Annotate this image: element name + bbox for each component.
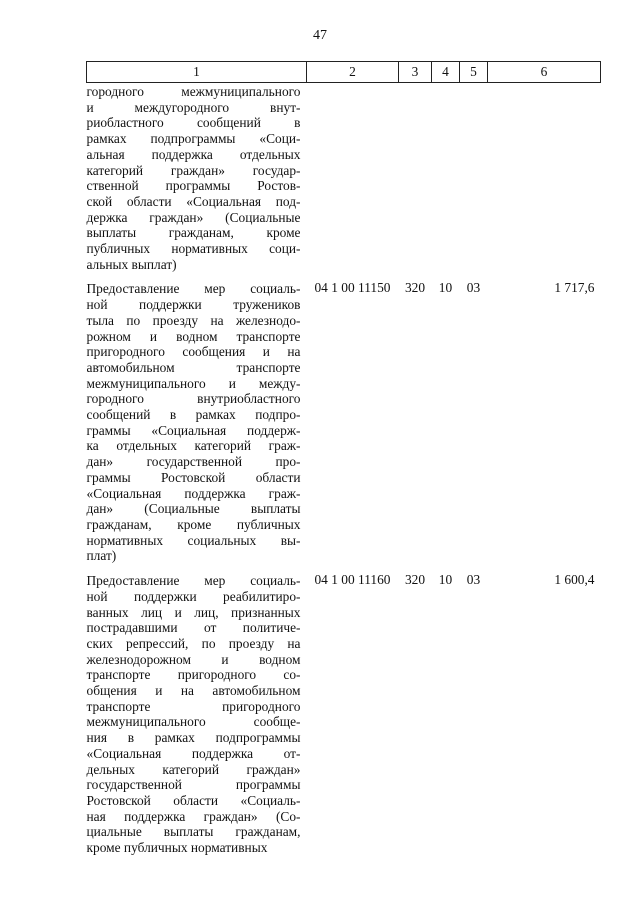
description-line: ственной программы Ростов-: [86, 178, 301, 194]
table-row: [87, 572, 601, 856]
description-line: Предоставление мер социаль-: [86, 281, 301, 297]
description-line: ка отдельных категорий граж-: [86, 438, 301, 454]
row-section: [432, 83, 460, 273]
description-line: Предоставление мер социаль-: [86, 573, 301, 589]
row-section: 10: [438, 572, 453, 588]
description-line: городного внутриобластного: [86, 391, 301, 407]
column-header-3: 3: [399, 62, 432, 83]
description-line: сообщений в рамках подпро-: [86, 407, 301, 423]
description-line: кроме публичных нормативных: [86, 840, 268, 856]
description-line: «Социальная поддержка от-: [86, 745, 301, 761]
row-amount: 1 717,6: [554, 280, 595, 296]
budget-table: [86, 61, 601, 856]
description-line: альных выплат): [86, 256, 177, 272]
description-line: держка граждан» (Социальные: [86, 209, 301, 225]
description-line: ванных лиц и лиц, признанных: [86, 604, 301, 620]
description-line: граммы «Социальная поддерж-: [86, 422, 301, 438]
description-line: тыла по проезду на железнодо-: [86, 312, 301, 328]
row-subsection: 03: [466, 280, 481, 296]
row-description: [87, 280, 307, 564]
description-line: выплаты гражданам, кроме: [86, 225, 301, 241]
row-spacer: [87, 272, 601, 280]
row-expense-type: 320: [404, 572, 426, 588]
description-line: публичных нормативных соци-: [86, 241, 301, 257]
page-number: 47: [313, 28, 327, 43]
table-row: [87, 280, 601, 564]
row-target-code: [307, 83, 399, 273]
description-line: ской области «Социальная под-: [86, 193, 301, 209]
description-line: транспорте пригородного со-: [86, 667, 301, 683]
description-line: дан» (Социальные выплаты: [86, 501, 301, 517]
description-line: Ростовской области «Социаль-: [86, 792, 301, 808]
column-header-5: 5: [460, 62, 488, 83]
description-line: автомобильном транспорте: [86, 359, 301, 375]
description-line: альная поддержка отдельных: [86, 146, 301, 162]
row-spacer: [87, 564, 601, 572]
description-line: ной поддержки тружеников: [86, 297, 301, 313]
row-section: 10: [438, 280, 453, 296]
description-line: дан» государственной про-: [86, 454, 301, 470]
description-line: ная поддержка граждан» (Со-: [86, 808, 301, 824]
description-line: риобластного сообщений в: [86, 115, 301, 131]
row-subsection: 03: [466, 572, 481, 588]
description-line: категорий граждан» государ-: [86, 162, 301, 178]
row-expense-type: 320: [404, 280, 426, 296]
description-line: межмуниципального и между-: [86, 375, 301, 391]
row-amount: 1 600,4: [554, 572, 595, 588]
description-line: государственной программы: [86, 777, 301, 793]
column-header-2: 2: [307, 62, 399, 83]
row-description: [87, 83, 307, 273]
description-line: граммы Ростовской области: [86, 469, 301, 485]
description-line: ной поддержки реабилитиро-: [86, 588, 301, 604]
description-line: рожном и водном транспорте: [86, 328, 301, 344]
description-line: пригородного сообщения и на: [86, 344, 301, 360]
row-amount: [488, 83, 601, 273]
column-header-4: 4: [432, 62, 460, 83]
row-target-code: 04 1 00 11150: [314, 280, 391, 296]
description-line: транспорте пригородного: [86, 698, 301, 714]
description-line: «Социальная поддержка граж-: [86, 485, 301, 501]
description-line: дельных категорий граждан»: [86, 761, 301, 777]
description-line: пострадавшими от политиче-: [86, 620, 301, 636]
table-body: [87, 83, 601, 856]
column-header-6: 6: [488, 62, 601, 83]
description-line: ния в рамках подпрограммы: [86, 730, 301, 746]
description-line: плат): [86, 548, 117, 564]
description-line: рамках подпрограммы «Соци-: [86, 131, 301, 147]
description-line: общения и на автомобильном: [86, 683, 301, 699]
description-line: нормативных социальных вы-: [86, 532, 301, 548]
description-line: ских репрессий, по проезду на: [86, 635, 301, 651]
description-line: циальные выплаты гражданам,: [86, 824, 301, 840]
description-line: межмуниципального сообще-: [86, 714, 301, 730]
description-line: гражданам, кроме публичных: [86, 516, 301, 532]
row-target-code: 04 1 00 11160: [314, 572, 391, 588]
table-row: [87, 83, 601, 273]
table-header-row: [87, 62, 601, 83]
description-line: городного межмуниципального: [86, 84, 301, 99]
row-subsection: [460, 83, 488, 273]
description-line: железнодорожном и водном: [86, 651, 301, 667]
row-description: [87, 572, 307, 856]
description-line: и междугородного внут-: [86, 99, 301, 115]
row-expense-type: [399, 83, 432, 273]
column-header-1: 1: [87, 62, 307, 83]
